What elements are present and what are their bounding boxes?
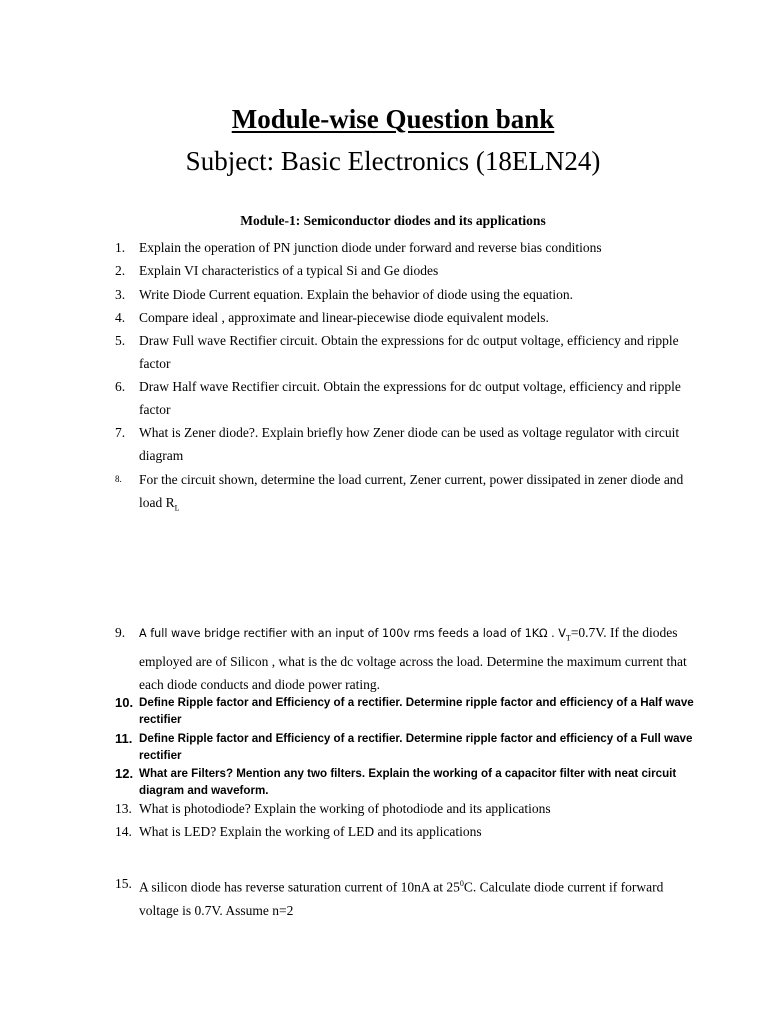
question-number: 15.	[115, 876, 132, 891]
question-number: 11.	[115, 731, 133, 746]
question-number: 1.	[115, 240, 126, 255]
question-number: 9.	[115, 625, 126, 640]
question-text: What is Zener diode?. Explain briefly how Zener diode can be used as voltage regulator with circuit diagram	[139, 425, 680, 463]
question-text: Draw Full wave Rectifier circuit. Obtain the expressions for dc output voltage, efficiency and ripple factor	[139, 333, 679, 371]
question-number: 8.	[115, 474, 122, 484]
question-number: 10.	[115, 695, 134, 710]
question-text: What is LED? Explain the working of LED and its applications	[139, 824, 482, 839]
question-text: For the circuit shown, determine the load current, Zener current, power dissipated in zener diode and load $R_L$	[139, 472, 684, 513]
question-number: 5.	[115, 333, 126, 348]
question-number: 2.	[115, 263, 126, 278]
question-text: Explain the operation of PN junction diode under forward and reverse bias conditions	[139, 240, 602, 255]
question-number: 12.	[115, 766, 134, 781]
question-number: 7.	[115, 425, 126, 440]
question-text: Define Ripple factor and Efficiency of a rectifier. Determine ripple factor and efficiency of a Full wave rectifier	[139, 732, 693, 762]
document-title: Module-wise Question bank	[231, 104, 555, 134]
question-text: A silicon diode has reverse saturation current of 10nA at $25^0C$. Calculate diode current if forward voltage is 0.7V. Assume n=2	[139, 879, 664, 918]
question-number: 13.	[115, 801, 132, 816]
question-number: 14.	[115, 824, 132, 839]
question-text: Explain VI characteristics of a typical Si and Ge diodes	[139, 263, 439, 278]
question-number: 3.	[115, 287, 126, 302]
question-text: A full wave bridge rectifier with an input of 100v rms feeds a load of 1KΩ . $V_T=0.7V$. If the diodes employed are of Silicon , what is the dc voltage across the load. Determine the maximum current that each diode conducts and diode power rating.	[139, 625, 687, 692]
question-text: Compare ideal , approximate and linear-piecewise diode equivalent models.	[139, 310, 549, 325]
question-number: 6.	[115, 379, 126, 394]
question-text: Define Ripple factor and Efficiency of a rectifier. Determine ripple factor and efficiency of a Half wave rectifier	[139, 696, 694, 726]
question-text: What are Filters? Mention any two filters. Explain the working of a capacitor filter with neat circuit diagram and waveform.	[139, 767, 677, 797]
module-heading: Module-1: Semiconductor diodes and its applications	[240, 213, 546, 228]
question-text: Write Diode Current equation. Explain the behavior of diode using the equation.	[139, 287, 573, 302]
question-text: Draw Half wave Rectifier circuit. Obtain the expressions for dc output voltage, efficiency and ripple factor	[139, 379, 681, 417]
question-number: 4.	[115, 310, 126, 325]
subject-line: Subject: Basic Electronics (18ELN24)	[185, 146, 601, 176]
question-text: What is photodiode? Explain the working of photodiode and its applications	[139, 801, 551, 816]
